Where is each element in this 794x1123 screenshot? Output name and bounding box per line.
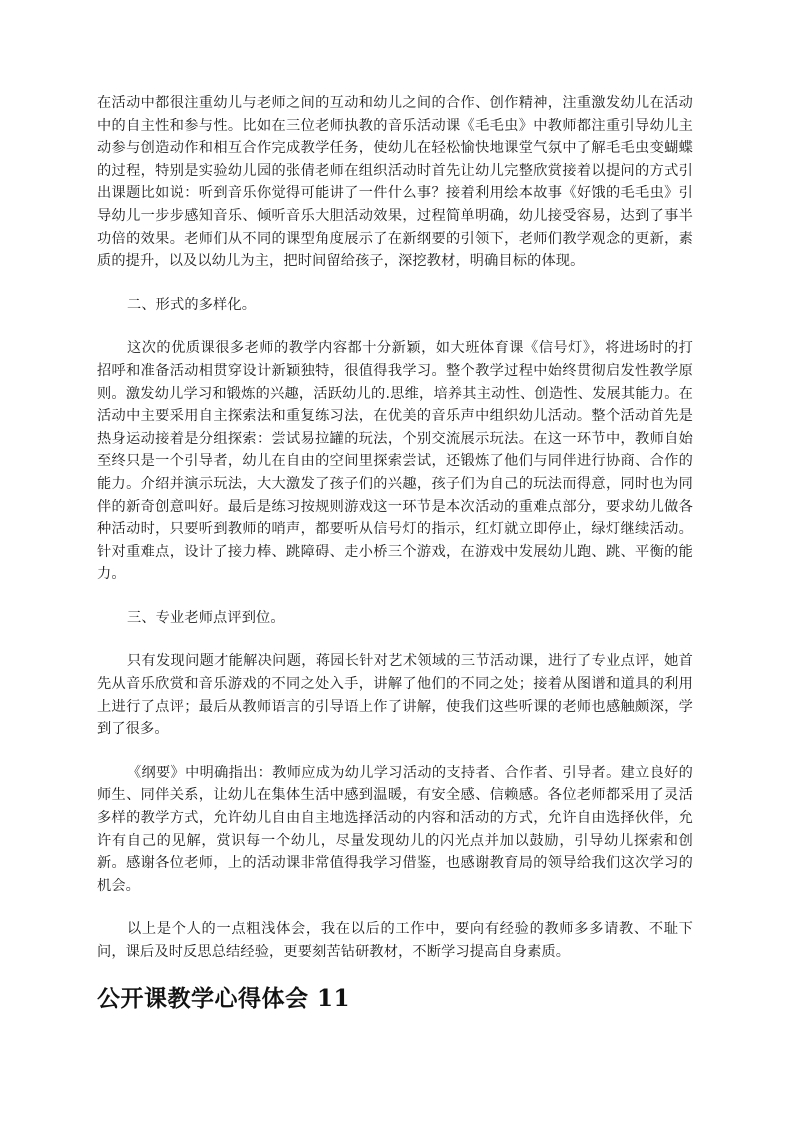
paragraph-guidelines: 《纲要》中明确指出：教师应成为幼儿学习活动的支持者、合作者、引导者。建立良好的师生、同伴关系，让幼儿在集体生活中感到温暖，有安全感、信赖感。各位老师都采用了灵活多样的教学方式，允许幼儿自由自主地选择活动的内容和活动的方式，允许自由选择伙伴，允许有自己的见解，赏识每一个幼儿，尽量发现幼儿的闪光点并加以鼓励，引导幼儿探索和创新。感谢各位老师，上的活动课非常值得我学习借鉴，也感谢教育局的领导给我们这次学习的机会。 (97, 764, 693, 894)
paragraph-expert-review: 只有发现问题才能解决问题，蒋园长针对艺术领域的三节活动课，进行了专业点评，她首先从音乐欣赏和音乐游戏的不同之处入手，讲解了他们的不同之处；接着从图谱和道具的利用上进行了点评；最后从教师语言的引导语上作了讲解，使我们这些听课的老师也感触颇深，学到了很多。 (97, 653, 693, 738)
paragraph-activity-interaction: 在活动中都很注重幼儿与老师之间的互动和幼儿之间的合作、创作精神，注重激发幼儿在活动中的自主性和参与性。比如在三位老师执教的音乐活动课《毛毛虫》中教师都注重引导幼儿主动参与创造动作和相互合作完成教学任务，使幼儿在轻松愉快地课堂气氛中了解毛毛虫变蝴蝶的过程，特别是实验幼儿园的张倩老师在组织活动时首先让幼儿完整欣赏接着以提问的方式引出课题比如说：听到音乐你觉得可能讲了一件什么事？接着利用绘本故事《好饿的毛毛虫》引导幼儿一步步感知音乐、倾听音乐大胆活动效果，过程简单明确，幼儿接受容易，达到了事半功倍的效果。老师们从不同的课型角度展示了在新纲要的引领下，老师们教学观念的更新，素质的提升，以及以幼儿为主，把时间留给孩子，深挖教材，明确目标的体现。 (97, 95, 693, 270)
section-title-diverse-forms: 二、形式的多样化。 (127, 296, 257, 313)
paragraph-signal-light-lesson: 这次的优质课很多老师的教学内容都十分新颖，如大班体育课《信号灯》，将进场时的打招呼和准备活动相贯穿设计新颖独特，很值得我学习。整个教学过程中始终贯彻启发性教学原则。激发幼儿学习和锻炼的兴趣，活跃幼儿的.思维，培养其主动性、创造性、发展其能力。在活动中主要采用自主探索法和重复练习法，在优美的音乐声中组织幼儿活动。整个活动首先是热身运动接着是分组探索：尝试易拉罐的玩法，个别交流展示玩法。在这一环节中，教师自始至终只是一个引导者，幼儿在自由的空间里探索尝试，还锻炼了他们与同伴进行协商、合作的能力。介绍并演示玩法，大大激发了孩子们的兴趣，孩子们为自己的玩法而得意，同时也为同伴的新奇创意叫好。最后是练习按规则游戏这一环节是本次活动的重难点部分，要求幼儿做各种活动时，只要听到教师的哨声，都要听从信号灯的指示，红灯就立即停止，绿灯继续活动。针对重难点，设计了接力棒、跳障碍、走小桥三个游戏，在游戏中发展幼儿跑、跳、平衡的能力。 (97, 340, 693, 583)
section-heading: 公开课教学心得体会 11 (97, 984, 351, 1012)
section-title-expert-review: 三、专业老师点评到位。 (127, 609, 285, 626)
paragraph-conclusion: 以上是个人的一点粗浅体会，我在以后的工作中，要向有经验的教师多多请教、不耻下问，课后及时反思总结经验，更要刻苦钻研教材，不断学习提高自身素质。 (97, 921, 693, 960)
document-body (97, 92, 693, 1015)
